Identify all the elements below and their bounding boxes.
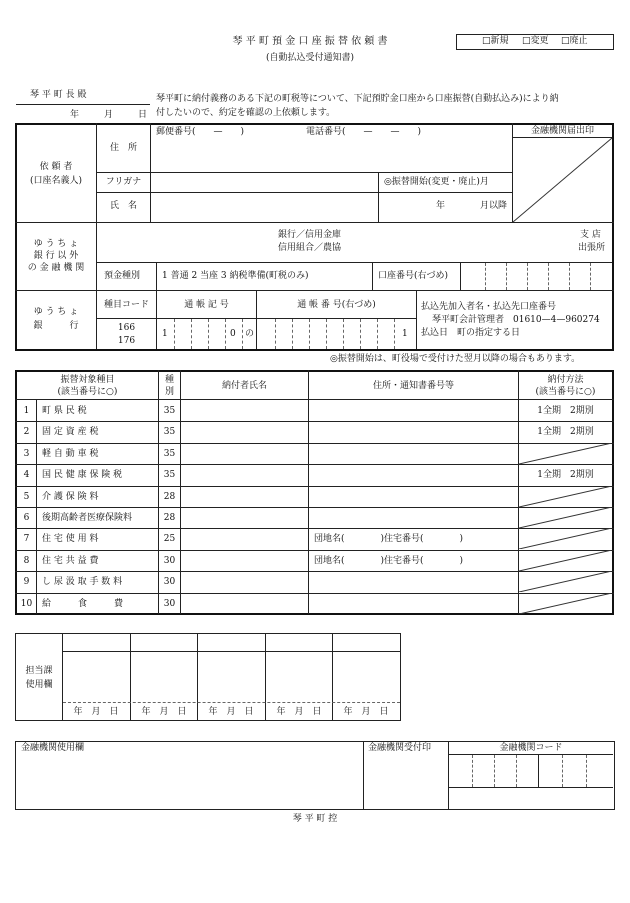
seal-strike-line	[513, 138, 612, 222]
branch-label-2: 出張所	[578, 243, 606, 253]
payee-label: 払込先加入者名・払込先口座番号	[421, 302, 557, 312]
row-kind-code: 28	[163, 491, 176, 502]
method-header-1: 納付方法	[547, 375, 584, 385]
requester-label: 依 頼 者	[39, 162, 73, 172]
staff-date-label: 年 月 日	[73, 707, 119, 717]
option-abolish[interactable]: □廃止	[561, 36, 588, 46]
row-kind-code: 35	[163, 448, 176, 459]
row-payment-method: 1全期 2期別	[537, 406, 594, 416]
bank-types-1: 銀行／信用金庫	[278, 230, 342, 240]
staff-date-label: 年 月 日	[208, 707, 254, 717]
row-method-strike-line	[519, 528, 612, 549]
form-title: 琴 平 町 預 金 口 座 振 替 依 頼 書	[232, 36, 388, 47]
row-kind-code: 35	[163, 406, 176, 416]
row-address: 団地名( )住宅番号( )	[314, 555, 464, 566]
payee-account: 琴平町会計管理者 01610—4—960274	[432, 315, 600, 325]
intro-line-2: 付したいので、約定を確認の上依頼します。	[156, 108, 336, 118]
kind-header-1: 種	[164, 375, 174, 385]
passbook-symbol-label: 通 帳 記 号	[184, 300, 229, 310]
row-number: 2	[23, 427, 30, 438]
date-day-label: 日	[138, 110, 148, 120]
row-item-name: 住 宅 使 用 料	[42, 534, 99, 545]
row-item-name: 介 護 保 険 料	[42, 491, 99, 502]
kind-header-2: 別	[164, 387, 174, 397]
row-item-name: し 尿 汲 取 手 数 料	[42, 577, 123, 588]
name-label: 氏 名	[109, 201, 137, 211]
row-method-strike-line	[519, 507, 612, 528]
row-payment-method: 1全期 2期別	[537, 470, 594, 481]
code-166: 166	[117, 323, 136, 333]
branch-label-1: 支 店	[580, 230, 601, 240]
row-method-strike-line	[519, 550, 612, 571]
addressee: 琴 平 町 長 殿	[30, 90, 87, 100]
row-item-name: 町 県 民 税	[42, 406, 87, 416]
row-number: 4	[23, 470, 30, 481]
row-kind-code: 30	[163, 555, 176, 566]
yucho-label-2: 銀 行	[33, 321, 79, 331]
symbol-no: の	[245, 329, 255, 339]
option-new[interactable]: □新規	[482, 36, 509, 46]
row-item-name: 住 宅 共 益 費	[42, 555, 99, 566]
row-address: 団地名( )住宅番号( )	[314, 534, 464, 545]
row-method-strike-line	[519, 443, 612, 464]
row-number: 3	[23, 448, 30, 459]
start-month-after: 月以降	[480, 201, 508, 211]
furigana-label: フリガナ	[105, 177, 142, 187]
account-type-label: 預金種別	[104, 271, 141, 281]
account-type-options[interactable]: 1 普通 2 当座 3 納税準備(町税のみ)	[162, 271, 309, 281]
bank-code-label: 金融機関コード	[499, 743, 563, 753]
row-number: 5	[23, 491, 30, 502]
row-number: 1	[23, 406, 30, 416]
bank-receipt-label: 金融機関受付印	[368, 743, 432, 753]
staff-date-label: 年 月 日	[276, 707, 322, 717]
passbook-number-label: 通 帳 番 号(右づめ)	[297, 300, 376, 310]
row-item-name: 固 定 資 産 税	[42, 427, 99, 438]
row-kind-code: 35	[163, 427, 176, 438]
row-method-strike-line	[519, 486, 612, 507]
row-number: 8	[23, 555, 30, 566]
bank-types-2: 信用組合／農協	[278, 243, 342, 253]
row-payment-method: 1全期 2期別	[537, 427, 594, 438]
row-number: 7	[23, 534, 30, 545]
staff-date-label: 年 月 日	[141, 707, 187, 717]
phone-field[interactable]: 電話番号( — — )	[306, 127, 422, 137]
items-header-1: 振替対象種目	[60, 375, 115, 385]
bank-use-label: 金融機関使用欄	[21, 743, 85, 753]
form-subtitle: (自動払込受付通知書)	[265, 53, 355, 63]
row-kind-code: 28	[163, 513, 176, 523]
account-number-label: 口座番号(右づめ)	[378, 271, 449, 281]
other-bank-label-2: 銀 行 以 外	[33, 251, 79, 261]
date-year-label: 年	[70, 110, 80, 120]
code-label: 種目コード	[103, 300, 149, 310]
row-item-name: 後期高齢者医療保険料	[42, 513, 133, 523]
row-method-strike-line	[519, 593, 612, 614]
row-kind-code: 30	[163, 598, 176, 609]
symbol-first-digit: 1	[162, 329, 168, 339]
row-number: 6	[23, 513, 30, 523]
row-kind-code: 35	[163, 470, 176, 481]
row-item-name: 給 食 費	[42, 598, 124, 609]
requester-label-sub: (口座名義人)	[29, 176, 83, 186]
yucho-label-1: ゆ う ち ょ	[33, 307, 79, 317]
other-bank-label-3: の 金 融 機 関	[27, 263, 85, 273]
symbol-zero-digit: 0	[230, 329, 236, 339]
staff-label-2: 使用欄	[25, 680, 53, 690]
start-note: ◎振替開始は、町役場で受付けた翌月以降の場合もあります。	[330, 354, 581, 364]
address-header: 住所・通知書番号等	[372, 381, 454, 391]
intro-line-1: 琴平町に納付義務のある下記の町税等について、下記預貯金口座から口座振替(自動払込み)により納	[156, 94, 559, 104]
row-kind-code: 30	[163, 577, 176, 588]
row-item-name: 国 民 健 康 保 険 税	[42, 470, 123, 481]
staff-label-1: 担当課	[25, 666, 53, 676]
number-last-digit: 1	[402, 329, 408, 339]
postal-code-field[interactable]: 郵便番号( — )	[156, 127, 245, 137]
seal-label: 金融機関届出印	[530, 126, 594, 136]
row-number: 9	[23, 577, 30, 588]
payer-name-header: 納付者氏名	[221, 381, 267, 391]
start-year-label: 年	[436, 201, 446, 211]
footer-copy-label: 琴 平 町 控	[292, 814, 338, 824]
staff-date-label: 年 月 日	[343, 707, 389, 717]
start-month-label: ◎振替開始(変更・廃止)月	[384, 177, 489, 187]
option-change[interactable]: □変更	[522, 36, 549, 46]
other-bank-label-1: ゆ う ち ょ	[33, 239, 79, 249]
row-number: 10	[20, 598, 33, 609]
row-method-strike-line	[519, 571, 612, 592]
row-item-name: 軽 自 動 車 税	[42, 448, 99, 459]
address-label: 住 所	[109, 143, 137, 153]
date-month-label: 月	[104, 110, 114, 120]
code-176: 176	[117, 336, 136, 346]
pay-date: 払込日 町の指定する日	[421, 328, 521, 338]
items-header-2: (該当番号に○)	[57, 387, 118, 397]
method-header-2: (該当番号に○)	[535, 387, 596, 397]
row-kind-code: 25	[163, 534, 176, 545]
